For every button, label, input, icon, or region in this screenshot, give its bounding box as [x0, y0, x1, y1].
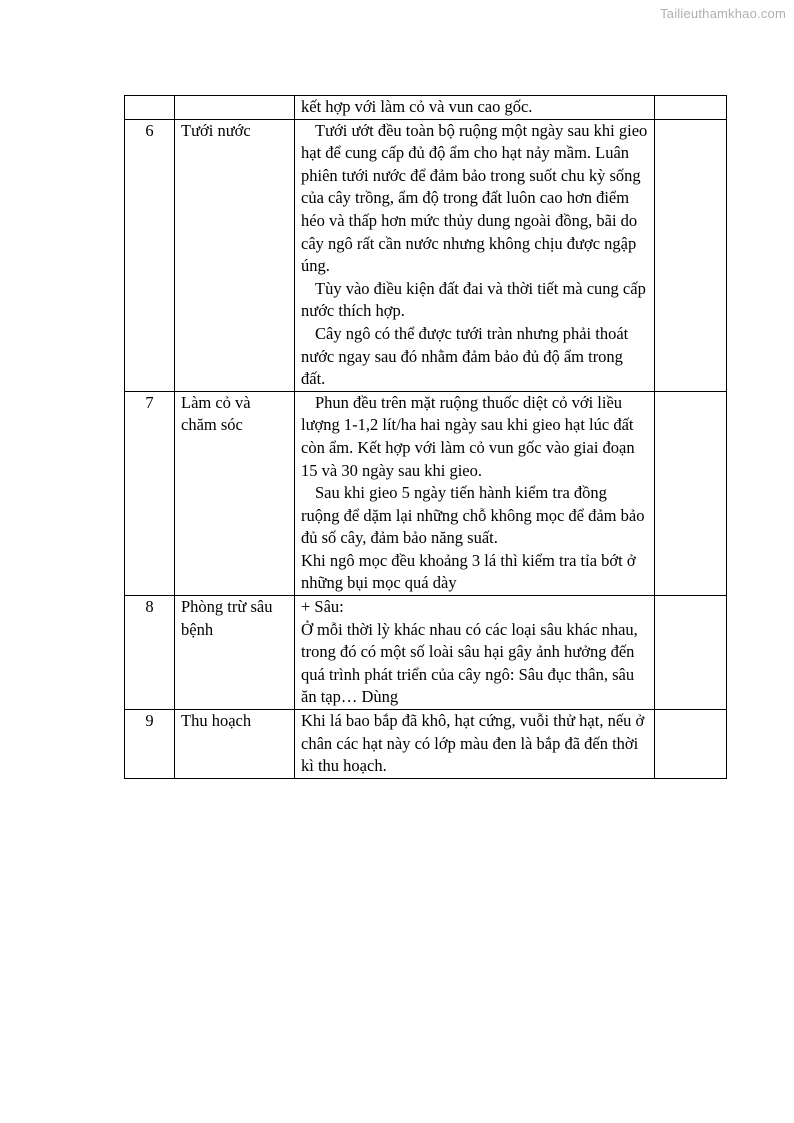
- table-row: [125, 710, 727, 779]
- step-description: [295, 96, 655, 120]
- description-paragraph: Ở mỗi thời lỳ khác nhau có các loại sâu khác nhau, trong đó có một số loài sâu hại gây ảnh hưởng đến quá trình phát triển của cây ngô: Sâu đục thân, sâu ăn tạp… Dùng: [301, 619, 638, 707]
- step-number: 7: [125, 391, 175, 595]
- table-row: [125, 96, 727, 120]
- description-paragraph: Cây ngô có thể được tưới tràn nhưng phải thoát nước ngay sau đó nhằm đảm bảo đủ độ ẩm trong đất.: [301, 323, 629, 389]
- table-row: [125, 391, 727, 595]
- description-paragraph: Tùy vào điều kiện đất đai và thời tiết mà cung cấp nước thích hợp.: [301, 278, 646, 321]
- description-paragraph: Khi lá bao bắp đã khô, hạt cứng, vuỗi thử hạt, nếu ở chân các hạt này có lớp màu đen là bắp đã đến thời kì thu hoạch.: [301, 711, 645, 776]
- watermark-text: Tailieuthamkhao.com: [660, 6, 786, 21]
- description-paragraph: Tưới ướt đều toàn bộ ruộng một ngày sau khi gieo hạt để cung cấp đủ độ ẩm cho hạt nảy mầm. Luân phiên tưới nước để đảm bảo trong suốt chu kỳ sống của cây trồng, ẩm độ trong đất luôn cao hơn điểm héo và thấp hơn mức thủy dung ngoài đồng, bãi do cây ngô rất cần nước nhưng không chịu được ngập úng.: [301, 120, 648, 276]
- step-number: 6: [125, 119, 175, 391]
- step-number: [125, 96, 175, 120]
- step-number: 9: [125, 710, 175, 779]
- notes-cell: [655, 596, 727, 710]
- procedure-table: [124, 95, 727, 779]
- description-paragraph: Sau khi gieo 5 ngày tiến hành kiểm tra đồng ruộng để dặm lại những chỗ không mọc để đảm bảo đủ số cây, đảm bảo năng suất.: [301, 483, 645, 548]
- step-name: [175, 96, 295, 120]
- step-name: Phòng trừ sâu bệnh: [175, 596, 295, 710]
- step-name: Làm cỏ và chăm sóc: [175, 391, 295, 595]
- notes-cell: [655, 391, 727, 595]
- step-description: [295, 596, 655, 710]
- description-paragraph: + Sâu:: [301, 597, 344, 617]
- description-paragraph: kết hợp với làm cỏ và vun cao gốc.: [301, 97, 533, 116]
- notes-cell: [655, 119, 727, 391]
- notes-cell: [655, 710, 727, 779]
- description-paragraph: Phun đều trên mặt ruộng thuốc diệt cỏ với liều lượng 1-1,2 lít/ha hai ngày sau khi gieo hạt lúc đất còn ẩm. Kết hợp với làm cỏ vun gốc vào giai đoạn 15 và 30 ngày sau khi gieo.: [301, 392, 635, 480]
- notes-cell: [655, 96, 727, 120]
- step-description: [295, 119, 655, 391]
- table-row: [125, 596, 727, 710]
- step-number: 8: [125, 596, 175, 710]
- step-description: [295, 710, 655, 779]
- step-description: [295, 391, 655, 595]
- table-row: [125, 119, 727, 391]
- step-name: Tưới nước: [175, 119, 295, 391]
- step-name: Thu hoạch: [175, 710, 295, 779]
- description-paragraph: Khi ngô mọc đều khoảng 3 lá thì kiểm tra tỉa bớt ở những bụi mọc quá dày: [301, 550, 636, 593]
